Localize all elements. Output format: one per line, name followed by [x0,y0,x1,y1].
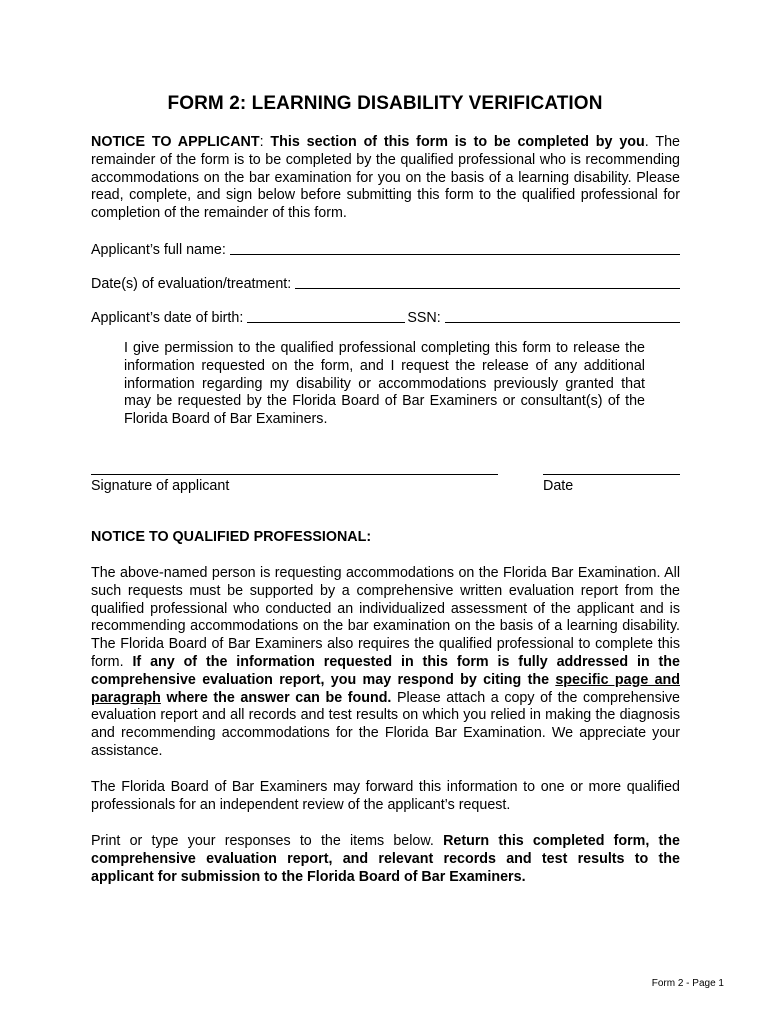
evaluation-dates-label: Date(s) of evaluation/treatment: [91,276,292,292]
birth-ssn-row [91,306,680,326]
evaluation-dates-line[interactable] [295,288,680,289]
birth-date-line[interactable] [247,322,405,323]
notice-applicant-heading: NOTICE TO APPLICANT [91,134,260,150]
notice-professional-p3-bold: Return this completed form, the comprehensive evaluation report, and relevant records and test results to the applicant for submission to the Florida Board of Bar Examiners. [91,833,680,885]
notice-professional-p1-underlined: specific page and paragraph [91,671,680,706]
notice-professional-p1-rest: Please attach a copy of the comprehensive evaluation report and all records and test results on which you relied in making the diagnosis and recommending accommodations for the Florida Bar Examination. We appreciate your assistance. [91,689,680,759]
notice-professional-heading: NOTICE TO QUALIFIED PROFESSIONAL: [91,529,372,545]
full-name-field[interactable] [91,238,680,258]
full-name-label: Applicant’s full name: [91,242,226,258]
notice-applicant-colon: : [259,134,271,150]
notice-professional-paragraph-1 [91,565,680,761]
full-name-line[interactable] [230,254,680,255]
permission-statement: I give permission to the qualified professional completing this form to release the information requested on the form, and I request the release of any additional information regarding my disability or accommodations previously granted that may be requested by the Florida Board of Bar Examiners or consultant(s) of the Florida Board of Bar Examiners. [124,340,645,428]
notice-applicant-bold: This section of this form is to be completed by you [270,134,645,150]
page-footer: Form 2 - Page 1 [651,978,724,989]
evaluation-dates-field[interactable] [91,272,680,292]
ssn-label: SSN: [407,310,441,326]
notice-professional-p1-bold-b: where the answer can be found. [160,689,392,706]
signature-date-label: Date [543,478,574,494]
signature-line[interactable] [91,474,498,475]
notice-applicant-body: . The remainder of the form is to be completed by the qualified professional who is recommending accommodations on the bar examination for you on the basis of a learning disability. Please read, complete, and sign below before submitting this form to the qualified professional for completion of the remainder of this form. [91,134,680,222]
page-title: FORM 2: LEARNING DISABILITY VERIFICATION [167,93,603,114]
notice-professional-p1-bold-a: If any of the information requested in this form is fully addressed in the comprehensive evaluation report, you may respond by citing the [91,653,680,688]
notice-professional-p1-text: The above-named person is requesting accommodations on the Florida Bar Examination. All such requests must be supported by a comprehensive written evaluation report from the qualified professional who conducted an individualized assessment of the applicant and is recommending accommodations on the bar examination on the basis of a learning disability. The Florida Board of Bar Examiners also requires the qualified professional to complete this form. [91,565,680,670]
notice-professional-paragraph-3 [91,833,680,886]
notice-professional-paragraph-2: The Florida Board of Bar Examiners may forward this information to one or more qualified professionals for an independent review of the applicant’s request. [91,779,680,813]
signature-label: Signature of applicant [91,478,230,494]
birth-date-label: Applicant’s date of birth: [91,310,244,326]
notice-professional-p3-text: Print or type your responses to the items below. [91,833,444,849]
notice-to-applicant [91,134,680,223]
ssn-line[interactable] [445,322,680,323]
signature-date-line[interactable] [543,474,680,475]
